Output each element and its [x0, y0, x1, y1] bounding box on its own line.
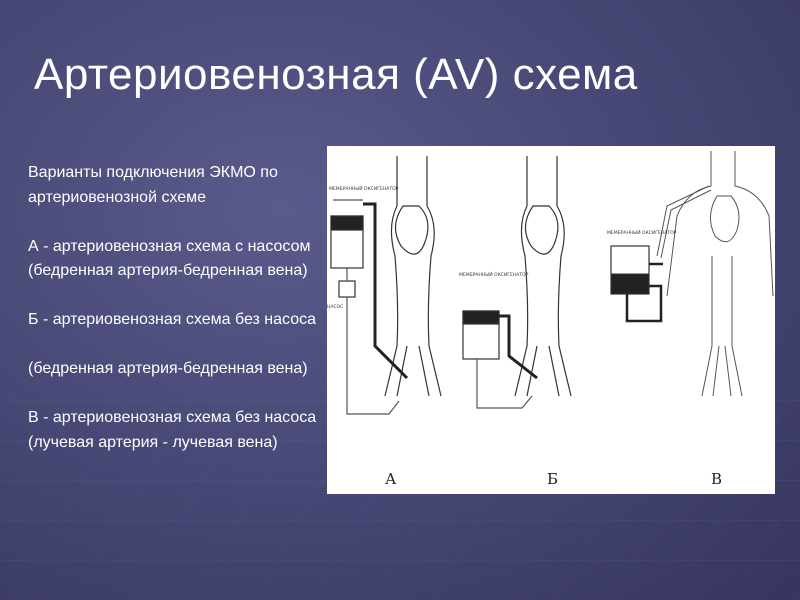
figure-label-a: А — [385, 470, 397, 488]
oxygenator-label-c: МЕМБРАННЫЙ ОКСИГЕНАТОР — [607, 231, 677, 236]
variant-c-text: В - артериовенозная схема без насоса (лучевая артерия - лучевая вена) — [28, 409, 317, 451]
figure-b — [463, 156, 571, 408]
variant-a-text: А - артериовенозная схема с насосом (бедренная артерия-бедренная вена) — [28, 237, 311, 279]
figure-label-b: Б — [547, 470, 559, 488]
ecmo-diagram — [327, 146, 775, 494]
text-column — [28, 161, 318, 455]
oxygenator-label-b: МЕМБРАННЫЙ ОКСИГЕНАТОР — [459, 273, 529, 278]
intro-text: Варианты подключения ЭКМО по артериовенозной схеме — [28, 164, 278, 206]
oxygenator-label-a: МЕМБРАННЫЙ ОКСИГЕНАТОР — [329, 187, 399, 192]
figure-c — [611, 151, 773, 396]
variant-b-text: Б - артериовенозная схема без насоса — [28, 311, 316, 328]
pump-label-a: НАСОС — [327, 305, 344, 310]
variant-b-detail-text: (бедренная артерия-бедренная вена) — [28, 360, 308, 377]
figure-a — [331, 156, 441, 414]
figure-label-c: В — [711, 470, 723, 488]
slide-title: Артериовенозная (AV) схема — [34, 50, 638, 99]
